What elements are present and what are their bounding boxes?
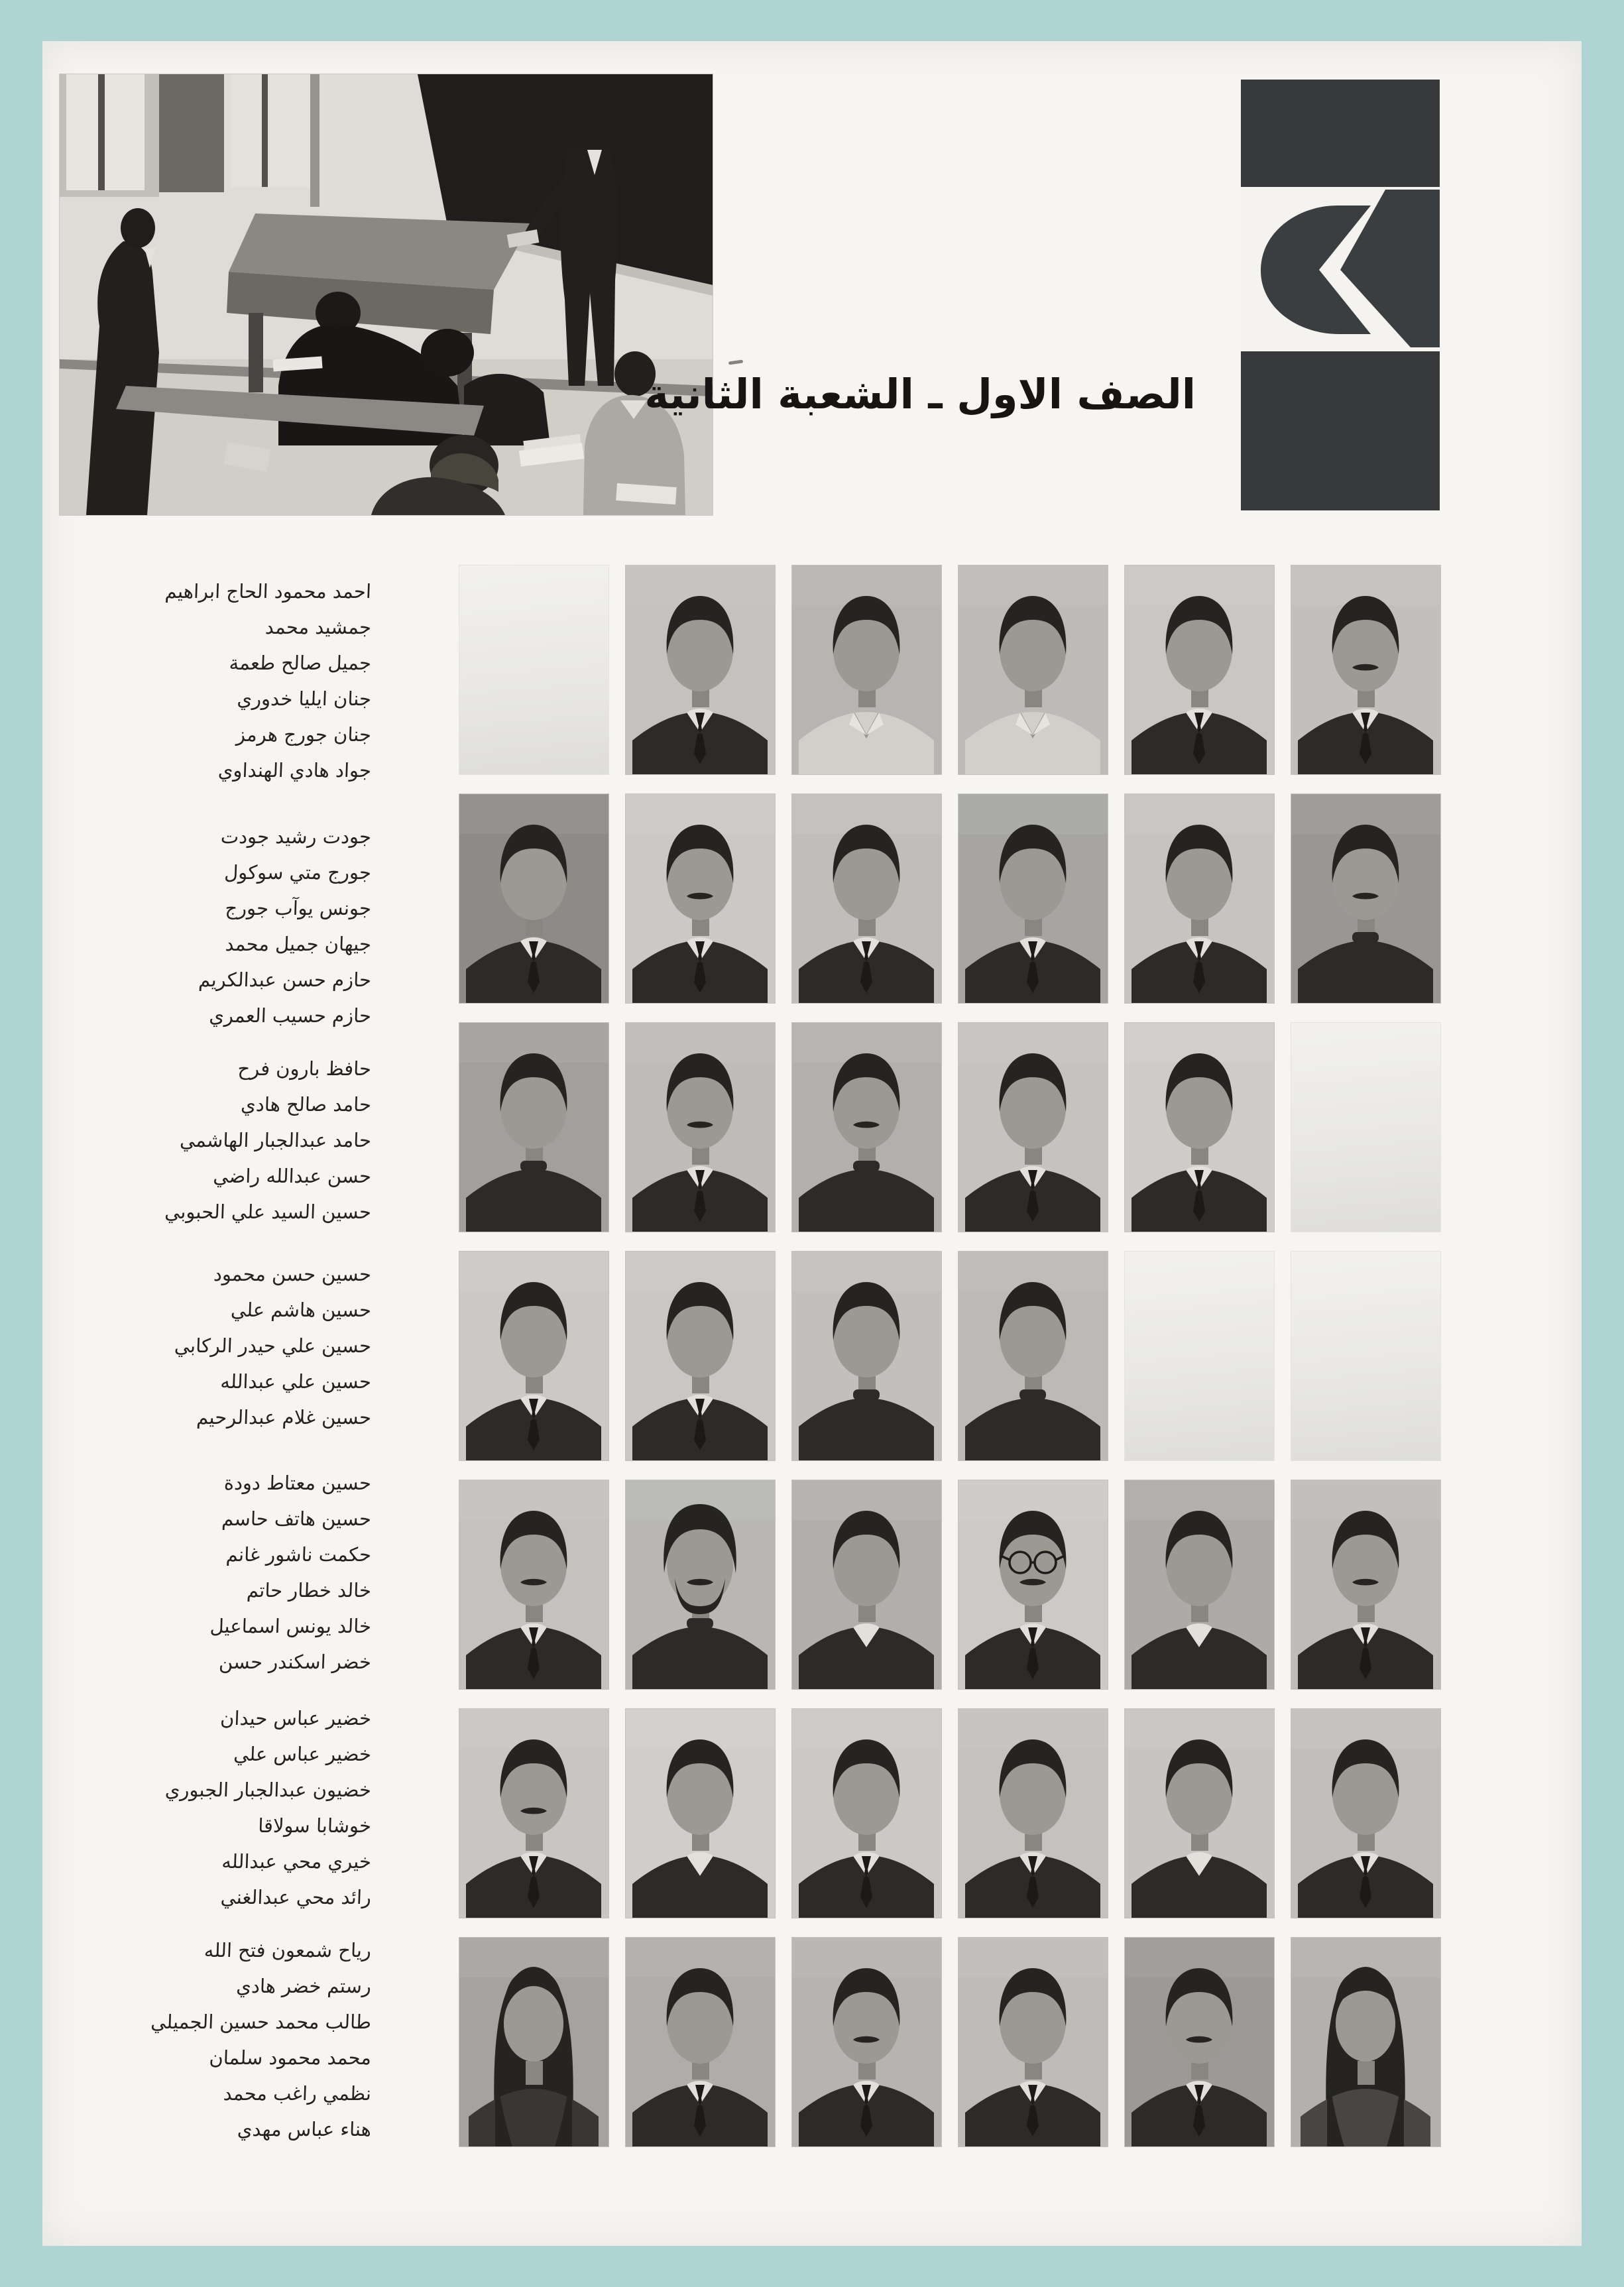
portrait-image: [1291, 794, 1440, 1003]
student-name: حافظ بارون فرح: [237, 1057, 372, 1080]
student-name: حازم حسيب العمري: [208, 1004, 372, 1027]
name-group-1: [89, 573, 371, 788]
portrait-photo-r2-c1: [459, 794, 609, 1003]
portrait-photo-r5-c2: [626, 1480, 775, 1689]
student-name: حسين حسن محمود: [213, 1263, 372, 1285]
name-group-4: [89, 1256, 371, 1435]
student-name: خضير عباس حيدان: [219, 1707, 372, 1730]
portrait-photo-r2-c2: [626, 794, 775, 1003]
student-name: طالب محمد حسين الجميلي: [150, 2011, 372, 2033]
portrait-image: [1125, 565, 1274, 774]
ink-speck: [728, 359, 743, 365]
student-name: جونس يوآب جورج: [224, 897, 372, 919]
portrait-image: [626, 1480, 775, 1689]
portrait-photo-r5-c5: [1125, 1480, 1274, 1689]
portrait-photo-r4-c4: [958, 1252, 1108, 1460]
empty-photo-slot-r4-c5: [1125, 1252, 1274, 1460]
portrait-photo-r3-c3: [792, 1023, 941, 1232]
portrait-image: [626, 1023, 775, 1232]
student-name: حكمت ناشور غانم: [225, 1543, 372, 1566]
portrait-image: [792, 794, 941, 1003]
portrait-photo-r1-c2: [626, 565, 775, 774]
student-name: رائد محي عبدالغني: [220, 1886, 372, 1908]
portrait-image: [792, 565, 941, 774]
portrait-image: [626, 565, 775, 774]
student-name: جيهان جميل محمد: [225, 933, 372, 955]
portrait-image: [792, 1023, 941, 1232]
portrait-image: [626, 1938, 775, 2146]
portrait-photo-r5-c1: [459, 1480, 609, 1689]
student-name: محمد محمود سلمان: [209, 2046, 372, 2069]
student-name: رستم خضر هادي: [235, 1975, 372, 1997]
name-group-3: [89, 1051, 371, 1230]
portrait-photo-r1-c3: [792, 565, 941, 774]
portrait-photo-r3-c1: [459, 1023, 609, 1232]
student-name-list: [42, 41, 414, 2246]
portrait-image: [792, 1709, 941, 1918]
portrait-photo-r2-c4: [958, 794, 1108, 1003]
portrait-photo-r3-c4: [958, 1023, 1108, 1232]
student-name: جميل صالح طعمة: [229, 652, 372, 674]
student-name: خالد يونس اسماعيل: [209, 1615, 372, 1637]
portrait-photo-r7-c1: [459, 1938, 609, 2146]
student-name: جنان ايليا خدوري: [236, 687, 372, 710]
portrait-image: [958, 1252, 1108, 1460]
student-name: حسن عبدالله راضي: [212, 1165, 372, 1187]
student-name: خضير عباس علي: [233, 1743, 372, 1765]
portrait-photo-r7-c3: [792, 1938, 941, 2146]
student-name: حامد عبدالجبار الهاشمي: [179, 1129, 372, 1151]
student-name: جنان جورج هرمز: [235, 723, 372, 746]
student-name: نظمي راغب محمد: [223, 2082, 372, 2105]
portrait-image: [459, 1709, 609, 1918]
portrait-photo-r2-c3: [792, 794, 941, 1003]
student-name: هناء عباس مهدي: [237, 2118, 372, 2140]
student-name: جورج متي سوكول: [223, 861, 372, 884]
portrait-image: [459, 794, 609, 1003]
student-name: خضيون عبدالجبار الجبوري: [164, 1779, 372, 1801]
portrait-image: [958, 565, 1108, 774]
portrait-photo-r6-c6: [1291, 1709, 1440, 1918]
name-group-6: [89, 1700, 371, 1915]
student-name: جودت رشيد جودت: [220, 825, 372, 848]
name-group-7: [89, 1932, 371, 2147]
portrait-photo-r7-c5: [1125, 1938, 1274, 2146]
portrait-image: [792, 1252, 941, 1460]
portrait-image: [626, 1252, 775, 1460]
student-name: حازم حسن عبدالكريم: [198, 968, 372, 991]
portrait-image: [958, 1938, 1108, 2146]
portrait-photo-r4-c2: [626, 1252, 775, 1460]
portrait-photo-r5-c6: [1291, 1480, 1440, 1689]
student-name: احمد محمود الحاج ابراهيم: [164, 580, 372, 603]
portrait-photo-r2-c5: [1125, 794, 1274, 1003]
portrait-photo-r6-c1: [459, 1709, 609, 1918]
portrait-photo-r7-c2: [626, 1938, 775, 2146]
portrait-photo-r6-c3: [792, 1709, 941, 1918]
portrait-image: [1125, 1480, 1274, 1689]
student-name: حسين هاتف حاسم: [221, 1507, 372, 1530]
empty-photo-slot-r1-c1: [459, 565, 609, 774]
portrait-image: [1125, 1023, 1274, 1232]
student-name: حسين السيد علي الحبوبي: [164, 1201, 372, 1223]
portrait-photo-r6-c5: [1125, 1709, 1274, 1918]
portrait-image: [958, 794, 1108, 1003]
portrait-photo-r6-c4: [958, 1709, 1108, 1918]
student-name: حسين هاشم علي: [230, 1299, 372, 1321]
portrait-image: [958, 1023, 1108, 1232]
portrait-image: [1125, 794, 1274, 1003]
name-group-2: [89, 819, 371, 1033]
student-name: خضر اسكندر حسن: [218, 1651, 372, 1673]
portrait-photo-r4-c1: [459, 1252, 609, 1460]
student-name: حسين معتاط دودة: [223, 1472, 372, 1494]
student-name: خيري محي عبدالله: [221, 1850, 372, 1873]
empty-photo-slot-r4-c6: [1291, 1252, 1440, 1460]
student-name: رياح شمعون فتح الله: [203, 1939, 372, 1962]
portrait-photo-r3-c2: [626, 1023, 775, 1232]
empty-photo-slot-r3-c6: [1291, 1023, 1440, 1232]
school-logo: [1241, 80, 1440, 510]
portrait-photo-r4-c3: [792, 1252, 941, 1460]
student-name: جواد هادي الهنداوي: [217, 759, 372, 782]
portrait-image: [459, 1023, 609, 1232]
portrait-image: [626, 1709, 775, 1918]
portrait-image: [459, 1480, 609, 1689]
portrait-image: [626, 794, 775, 1003]
student-name: خوشابا سولاقا: [257, 1814, 372, 1837]
portrait-image: [459, 1252, 609, 1460]
portrait-image: [1125, 1938, 1274, 2146]
page-title: الصف الاول ـ الشعبة الثانية: [644, 370, 1196, 418]
portrait-image: [1125, 1709, 1274, 1918]
portrait-image: [958, 1709, 1108, 1918]
portrait-photo-r1-c4: [958, 565, 1108, 774]
portrait-photo-r2-c6: [1291, 794, 1440, 1003]
student-name: خالد خطار حاتم: [246, 1579, 372, 1602]
portrait-image: [958, 1480, 1108, 1689]
portrait-photo-r7-c4: [958, 1938, 1108, 2146]
portrait-image: [1291, 1480, 1440, 1689]
yearbook-page: [42, 41, 1582, 2246]
student-name: حسين غلام عبدالرحيم: [196, 1406, 372, 1429]
school-logo-mark: [1241, 80, 1440, 510]
portrait-grid: [459, 565, 1440, 2146]
portrait-image: [792, 1938, 941, 2146]
name-group-5: [89, 1465, 371, 1680]
student-name: حامد صالح هادي: [240, 1093, 372, 1116]
portrait-photo-r1-c6: [1291, 565, 1440, 774]
portrait-photo-r5-c4: [958, 1480, 1108, 1689]
portrait-image: [459, 1938, 609, 2146]
portrait-image: [1291, 1938, 1440, 2146]
portrait-image: [1291, 1709, 1440, 1918]
portrait-photo-r6-c2: [626, 1709, 775, 1918]
portrait-photo-r5-c3: [792, 1480, 941, 1689]
student-name: حسين علي عبدالله: [219, 1370, 372, 1393]
portrait-photo-r7-c6: [1291, 1938, 1440, 2146]
portrait-photo-r3-c5: [1125, 1023, 1274, 1232]
student-name: حسين علي حيدر الركابي: [174, 1334, 372, 1357]
student-name: جمشيد محمد: [264, 616, 372, 638]
portrait-image: [1291, 565, 1440, 774]
portrait-image: [792, 1480, 941, 1689]
portrait-photo-r1-c5: [1125, 565, 1274, 774]
